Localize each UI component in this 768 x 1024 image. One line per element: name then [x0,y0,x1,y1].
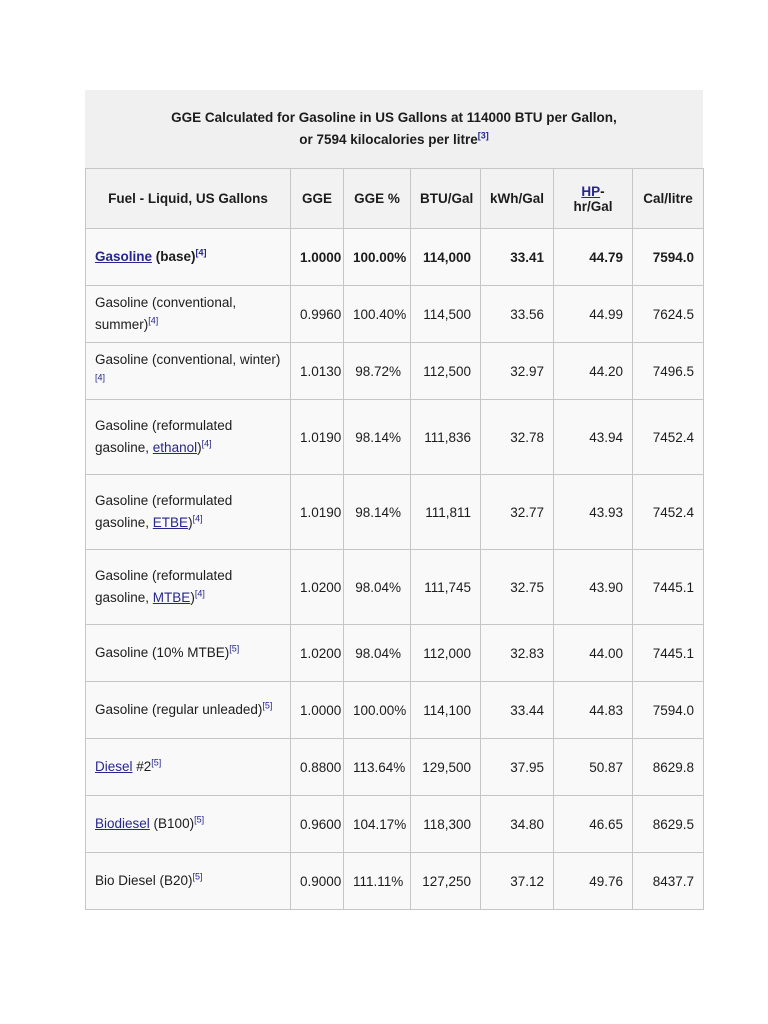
footnote-ref[interactable]: [4] [201,438,212,449]
header-row [86,169,704,229]
value-cell: 7445.1 [633,625,704,682]
text-segment: #2 [132,758,152,774]
fuel-cell [86,286,291,343]
footnote-ref[interactable]: [5] [229,643,240,654]
column-header [481,169,554,229]
column-header [633,169,704,229]
value-cell: 32.77 [481,475,554,550]
value-cell: 113.64% [344,739,411,796]
value-cell: 8437.7 [633,853,704,910]
text-segment: Bio Diesel (B20) [95,872,193,888]
value-cell: 32.75 [481,550,554,625]
table-row [86,853,704,910]
value-cell: 98.72% [344,343,411,400]
text-segment: kWh/Gal [490,191,545,206]
value-cell: 100.40% [344,286,411,343]
value-cell: 114,000 [411,229,481,286]
text-segment: ) [197,440,202,455]
value-cell: 1.0190 [291,400,344,475]
fuel-cell [86,229,291,286]
table-row [86,739,704,796]
value-cell: 1.0000 [291,682,344,739]
value-cell: 7594.0 [633,229,704,286]
value-cell: 114,500 [411,286,481,343]
value-cell: 43.94 [554,400,633,475]
value-cell: 33.41 [481,229,554,286]
value-cell: 0.8800 [291,739,344,796]
text-segment: ) [188,515,193,530]
text-segment: Gasoline (conventional, winter) [95,351,281,367]
fuel-cell [86,682,291,739]
table-row [86,475,704,550]
table-row [86,286,704,343]
fuel-cell [86,400,291,475]
value-cell: 112,500 [411,343,481,400]
caption-line-1 [171,107,617,129]
value-cell: 37.95 [481,739,554,796]
text-segment: (B100) [149,815,195,831]
fuel-cell [86,853,291,910]
footnote-ref[interactable]: [5] [262,700,273,711]
text-segment: gasoline, [95,515,153,530]
text-segment: Gasoline (conventional, summer) [95,294,237,332]
table-row [86,682,704,739]
value-cell: 32.83 [481,625,554,682]
value-cell: 7445.1 [633,550,704,625]
column-header [344,169,411,229]
caption-text-1: GGE Calculated for Gasoline in US Gallons at 114000 BTU per Gallon, [171,110,617,126]
wiki-link[interactable]: Diesel [95,758,133,774]
value-cell: 0.9000 [291,853,344,910]
text-segment: Gasoline (reformulated [95,492,233,508]
value-cell: 0.9960 [291,286,344,343]
value-cell: 37.12 [481,853,554,910]
wiki-link[interactable]: ethanol [152,440,198,455]
value-cell: 7594.0 [633,682,704,739]
table-row [86,400,704,475]
text-segment: GGE [301,191,332,206]
table-row [86,550,704,625]
value-cell: 44.00 [554,625,633,682]
value-cell: 44.79 [554,229,633,286]
value-cell: 8629.8 [633,739,704,796]
fuel-cell [86,475,291,550]
text-segment: gasoline, [95,590,153,605]
footnote-ref[interactable]: [4] [192,513,203,524]
value-cell: 32.78 [481,400,554,475]
wiki-link[interactable]: ETBE [152,515,189,530]
value-cell: 104.17% [344,796,411,853]
value-cell: 98.04% [344,625,411,682]
value-cell: 44.99 [554,286,633,343]
value-cell: 1.0200 [291,625,344,682]
footnote-ref[interactable]: [3] [477,130,489,141]
value-cell: 98.14% [344,400,411,475]
footnote-ref[interactable]: [4] [148,315,159,326]
text-segment: Gasoline (10% MTBE) [95,644,230,660]
value-cell: 98.04% [344,550,411,625]
value-cell: 50.87 [554,739,633,796]
wiki-link[interactable]: Gasoline [95,248,153,264]
fuel-cell [86,550,291,625]
value-cell: 7452.4 [633,475,704,550]
value-cell: 46.65 [554,796,633,853]
footnote-ref[interactable]: [5] [151,757,162,768]
value-cell: 1.0130 [291,343,344,400]
footnote-ref[interactable]: [4] [95,372,106,383]
value-cell: 7452.4 [633,400,704,475]
caption-text-2: or 7594 kilocalories per litre [299,132,478,147]
footnote-ref[interactable]: [4] [195,247,207,258]
value-cell: 111,811 [411,475,481,550]
value-cell: 100.00% [344,229,411,286]
value-cell: 112,000 [411,625,481,682]
value-cell: 7624.5 [633,286,704,343]
text-segment: Cal/litre [643,191,693,206]
column-header [291,169,344,229]
value-cell: 111,745 [411,550,481,625]
value-cell: 1.0190 [291,475,344,550]
value-cell: 111,836 [411,400,481,475]
footnote-ref[interactable]: [5] [194,814,205,825]
table-body [86,229,704,910]
text-segment: Gasoline (reformulated [95,417,233,433]
value-cell: 114,100 [411,682,481,739]
table-row [86,625,704,682]
footnote-ref[interactable]: [4] [194,588,205,599]
fuel-cell [86,739,291,796]
table-row [86,229,704,286]
text-segment: Fuel - Liquid, US Gallons [108,191,268,206]
value-cell: 43.93 [554,475,633,550]
text-segment: -hr/Gal [573,183,613,214]
text-segment: Gasoline (reformulated [95,567,233,583]
value-cell: 44.83 [554,682,633,739]
value-cell: 118,300 [411,796,481,853]
value-cell: 7496.5 [633,343,704,400]
table-row [86,343,704,400]
text-segment: Gasoline (regular unleaded) [95,701,263,717]
column-header [86,169,291,229]
text-segment: BTU/Gal [420,191,474,206]
table-caption [85,90,703,168]
text-segment: GGE % [354,191,400,206]
fuel-cell [86,625,291,682]
table-row [86,796,704,853]
value-cell: 32.97 [481,343,554,400]
fuel-cell [86,343,291,400]
gge-table-container [85,90,703,910]
value-cell: 33.44 [481,682,554,739]
text-segment: (base) [152,248,196,264]
fuel-cell [86,796,291,853]
value-cell: 34.80 [481,796,554,853]
caption-line-2 [299,129,489,151]
value-cell: 129,500 [411,739,481,796]
value-cell: 49.76 [554,853,633,910]
column-header [411,169,481,229]
wiki-link[interactable]: MTBE [152,590,191,605]
value-cell: 0.9600 [291,796,344,853]
value-cell: 33.56 [481,286,554,343]
footnote-ref[interactable]: [5] [192,871,203,882]
value-cell: 1.0000 [291,229,344,286]
value-cell: 1.0200 [291,550,344,625]
text-segment: gasoline, [95,440,153,455]
value-cell: 127,250 [411,853,481,910]
value-cell: 44.20 [554,343,633,400]
column-header [554,169,633,229]
value-cell: 8629.5 [633,796,704,853]
wiki-link[interactable]: HP [581,183,601,199]
text-segment: ) [190,590,195,605]
value-cell: 43.90 [554,550,633,625]
wiki-link[interactable]: Biodiesel [95,815,150,831]
value-cell: 98.14% [344,475,411,550]
gge-table [85,168,704,910]
value-cell: 111.11% [344,853,411,910]
value-cell: 100.00% [344,682,411,739]
